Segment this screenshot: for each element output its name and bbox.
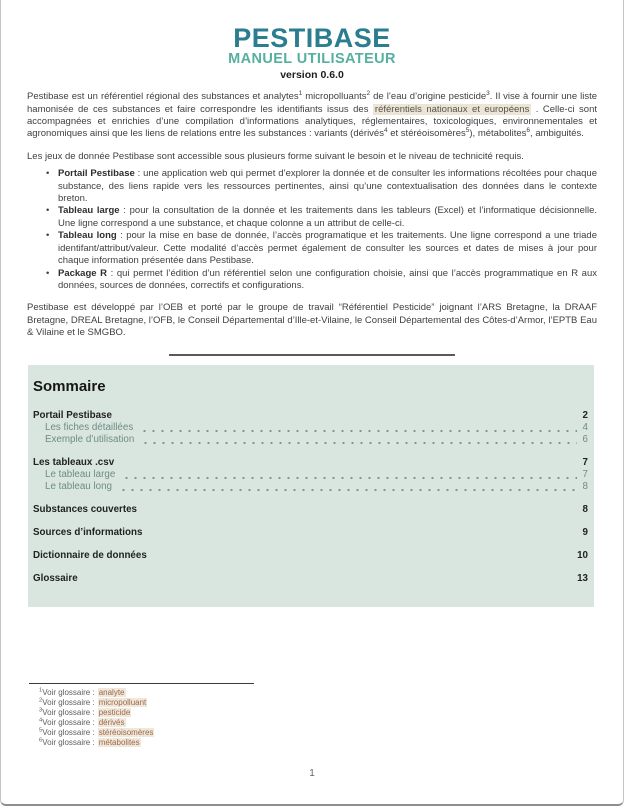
- toc-page-number: 7: [582, 468, 588, 480]
- toc-page-number: 8: [582, 503, 588, 515]
- list-item-portail: [27, 168, 597, 205]
- doc-subtitle: MANUEL UTILISATEUR: [228, 51, 396, 67]
- toc-dots: [141, 440, 576, 444]
- footnote-2: [27, 698, 347, 708]
- toc-section: [28, 365, 594, 607]
- term-label: Tableau large: [58, 205, 120, 217]
- footnote-6: [27, 738, 347, 748]
- footnote-ref-5[interactable]: 5: [465, 127, 470, 135]
- toc-entry-substances-couvertes[interactable]: [33, 504, 588, 516]
- intro-text: . Celle-ci sont accompagnées et enrichies d’une compilation d’informations analytiques, réglementaires, toxicologiques, environnementales et agronomiques ainsi que les liens de relations entre les substances : variants (dérivés: [27, 103, 597, 140]
- footnote-ref-3[interactable]: 3: [486, 90, 490, 98]
- toc-entry-exemple-utilisation[interactable]: [33, 434, 588, 446]
- toc-label: Substances couvertes: [33, 503, 138, 515]
- toc-entry-fiches-detaillees[interactable]: [33, 422, 588, 434]
- list-item-tableau-long: [27, 230, 597, 267]
- term-label: Tableau long: [58, 230, 117, 242]
- list-item-package-r: [27, 268, 597, 293]
- footnotes-block: [27, 683, 347, 748]
- footnote-1: [27, 688, 347, 698]
- toc-label: Glossaire: [33, 572, 78, 584]
- toc-page-number: 2: [582, 409, 588, 421]
- footnote-prefix: Voir glossaire :: [42, 738, 95, 747]
- referentiels-link[interactable]: référentiels nationaux et européens: [374, 103, 530, 115]
- footnote-ref-2[interactable]: 2: [366, 90, 371, 98]
- toc-page-number: 8: [582, 480, 588, 492]
- footnote-ref-1[interactable]: 1: [298, 90, 303, 98]
- toc-label: Les tableaux .csv: [33, 456, 115, 468]
- toc-page-number: 7: [582, 456, 588, 468]
- toc-entry-glossaire[interactable]: [33, 573, 588, 585]
- footnote-number: 2: [39, 697, 43, 704]
- toc-dots: [122, 475, 576, 479]
- footnote-term-link[interactable]: analyte: [98, 688, 125, 697]
- footnote-prefix: Voir glossaire :: [42, 718, 95, 727]
- access-modes-list: [27, 168, 597, 292]
- footnote-term-link[interactable]: métabolites: [98, 738, 140, 747]
- document-header: [27, 0, 597, 81]
- footnote-prefix: Voir glossaire :: [42, 698, 95, 707]
- toc-entry-sources-informations[interactable]: [33, 527, 588, 539]
- intro-paragraph: [27, 91, 597, 141]
- toc-page-number: 4: [582, 421, 588, 433]
- credits-paragraph: Pestibase est développé par l’OEB et porté par le groupe de travail “Référentiel Pesticide” joignant l’ARS Bretagne, la DRAAF Bretagne, DREAL Bretagne, l’OFB, le Conseil Départemental d’Ille-et-Vilaine, le Conseil Départemental des Côtes-d’Armor, l’EPTB Eau & Vilaine et le SMGBO.: [27, 302, 597, 339]
- intro-text: ), métabolites: [469, 128, 527, 140]
- footnote-prefix: Voir glossaire :: [42, 728, 95, 737]
- term-label: Portail Pestibase: [58, 168, 135, 180]
- datasets-paragraph: Les jeux de donnée Pestibase sont accessible sous plusieurs forme suivant le besoin et le niveau de technicité requis.: [27, 150, 524, 162]
- footnote-ref-4[interactable]: 4: [383, 127, 388, 135]
- footnote-term-link[interactable]: pesticide: [98, 708, 131, 717]
- footnote-number: 5: [39, 727, 43, 734]
- toc-heading: Sommaire: [33, 377, 106, 395]
- version-label: version 0.6.0: [280, 69, 344, 82]
- footnote-term-link[interactable]: stéréoisomères: [98, 728, 154, 737]
- footnote-number: 1: [39, 687, 43, 694]
- intro-text: Pestibase est un référentiel régional des substances et analytes: [27, 91, 299, 103]
- page-number: 1: [309, 768, 315, 779]
- toc-label: Les fiches détaillées: [45, 421, 134, 433]
- footnote-4: [27, 718, 347, 728]
- footnote-5: [27, 728, 347, 738]
- toc-page-number: 10: [577, 549, 588, 561]
- toc-label: Le tableau long: [45, 480, 113, 492]
- toc-label: Le tableau large: [45, 468, 116, 480]
- footnote-number: 4: [39, 717, 43, 724]
- footnote-prefix: Voir glossaire :: [42, 688, 95, 697]
- footnote-prefix: Voir glossaire :: [42, 708, 95, 717]
- toc-label: Dictionnaire de données: [33, 549, 147, 561]
- toc-entry-tableau-large[interactable]: [33, 469, 588, 481]
- intro-text: micropolluants: [302, 91, 367, 103]
- list-item-text: : qui permet l’édition d’un référentiel selon une configuration choisie, ainsi que l’accès programmatique en R aux données, sources de données, correctifs et configurations.: [58, 267, 597, 291]
- list-item-text: : pour la mise en base de donnée, l’accès programatique et les traitements. Une ligne correspond a une triade identifant/attribut/valeur. Cette modalité d’accès permet également de consulter les sources et dates de mises à jour pour chaque information présentée dans Pestibase.: [58, 230, 597, 267]
- intro-text: et stéréoisomères: [387, 128, 466, 140]
- toc-entry-tableau-long[interactable]: [33, 481, 588, 493]
- toc-label: Portail Pestibase: [33, 409, 112, 421]
- intro-text: . Il vise à fournir une liste hamonisée de ces substances et faire correspondre les identifiants issus des: [27, 91, 597, 115]
- list-item-tableau-large: [27, 205, 597, 230]
- intro-text: , ambiguités.: [530, 128, 584, 140]
- toc-dots: [140, 428, 576, 432]
- toc-page-number: 13: [577, 572, 588, 584]
- toc-dots: [119, 487, 577, 491]
- term-label: Package R: [58, 267, 108, 279]
- toc-label: Sources d’informations: [33, 526, 143, 538]
- list-item-text: : pour la consultation de la donnée et les traitements dans les tableurs (Excel) et l’informatique décisionnelle. Une ligne correspond a une substance, et chaque colonne a un attribut de celle-ci.: [58, 205, 597, 229]
- section-divider: [169, 354, 455, 356]
- toc-entry-dictionnaire-donnees[interactable]: [33, 550, 588, 562]
- footnote-term-link[interactable]: micropolluant: [98, 698, 147, 707]
- doc-title: PESTIBASE: [233, 23, 391, 53]
- footnote-divider: [29, 683, 254, 684]
- footnote-ref-6[interactable]: 6: [526, 127, 531, 135]
- list-item-text: : une application web qui permet d’explorer la donnée et de consulter les informations récoltées pour chaque substance, des liens rapide vers les ressources pertinentes, ainsi qu’une contextualisation des données dans le contexte breton.: [58, 168, 598, 205]
- footnote-term-link[interactable]: dérivés: [98, 718, 125, 727]
- footnote-number: 3: [39, 707, 43, 714]
- footnote-3: [27, 708, 347, 718]
- toc-page-number: 6: [582, 433, 588, 445]
- toc-label: Exemple d’utilisation: [45, 433, 135, 445]
- toc-entry-tableaux-csv[interactable]: [33, 457, 588, 469]
- toc-entry-portail-pestibase[interactable]: [33, 410, 588, 422]
- toc-page-number: 9: [582, 526, 588, 538]
- footnote-number: 6: [39, 737, 43, 744]
- intro-text: de l’eau d’origine pesticide: [370, 91, 487, 103]
